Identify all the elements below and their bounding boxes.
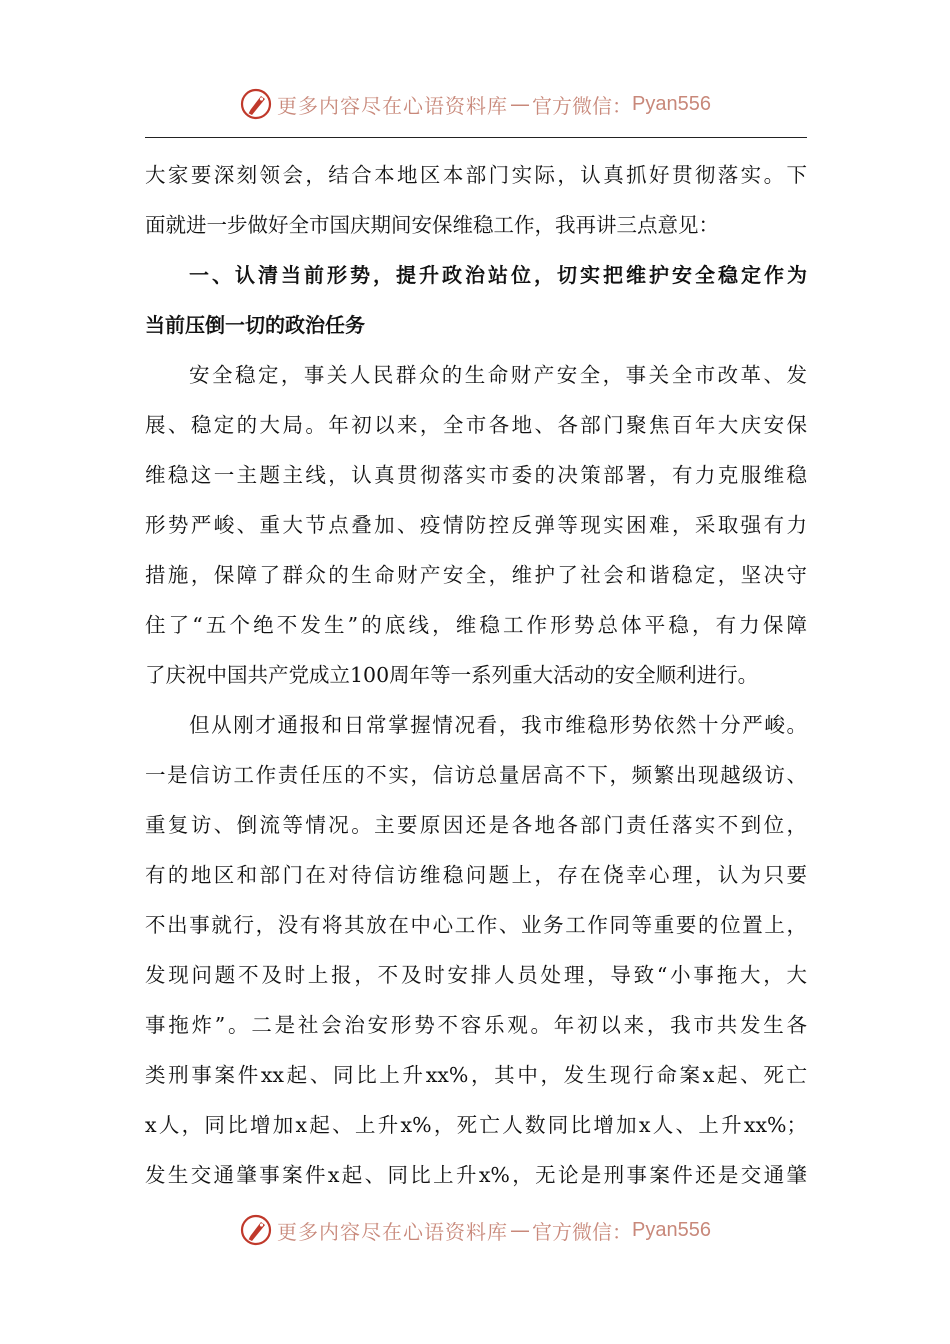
header-banner xyxy=(0,84,950,124)
body-line: 形势严峻、重大节点叠加、疫情防控反弹等现实困难，采取强有力 xyxy=(145,513,807,537)
body-line: 安全稳定，事关人民群众的生命财产安全，事关全市改革、发 xyxy=(189,363,807,387)
body-line: 事拖炸”。二是社会治安形势不容乐观。年初以来，我市共发生各 xyxy=(145,1013,807,1037)
body-line: 展、稳定的大局。年初以来，全市各地、各部门聚焦百年大庆安保 xyxy=(145,413,807,437)
site-name-text: 更多内容尽在心语资料库 xyxy=(277,1219,509,1244)
document-body xyxy=(145,150,807,1200)
section-heading-line: 当前压倒一切的政治任务 xyxy=(145,313,365,337)
header-divider xyxy=(145,137,807,138)
pen-nib-circle-icon xyxy=(239,87,273,121)
wechat-id: Pyan556 xyxy=(632,92,711,115)
banner-separator: — xyxy=(510,92,531,116)
body-line: 但从刚才通报和日常掌握情况看，我市维稳形势依然十分严峻。 xyxy=(189,713,807,737)
body-line: 措施，保障了群众的生命财产安全，维护了社会和谐稳定，坚决守 xyxy=(145,563,807,587)
body-line: 发生交通肇事案件x起、同比上升x%，无论是刑事案件还是交通肇 xyxy=(145,1163,807,1187)
wechat-id: Pyan556 xyxy=(632,1218,711,1241)
footer-banner xyxy=(0,1210,950,1250)
body-line: 面就进一步做好全市国庆期间安保维稳工作，我再讲三点意见： xyxy=(145,213,719,237)
pen-nib-circle-icon xyxy=(239,1213,273,1247)
body-line: 发现问题不及时上报，不及时安排人员处理，导致“小事拖大，大 xyxy=(145,963,807,987)
body-line: 重复访、倒流等情况。主要原因还是各地各部门责任落实不到位， xyxy=(145,813,807,837)
banner-separator: — xyxy=(510,1218,531,1242)
body-line: 不出事就行，没有将其放在中心工作、业务工作同等重要的位置上， xyxy=(145,913,807,937)
body-line: 了庆祝中国共产党成立100周年等一系列重大活动的安全顺利进行。 xyxy=(145,663,759,687)
body-line: 大家要深刻领会，结合本地区本部门实际，认真抓好贯彻落实。下 xyxy=(145,163,807,187)
body-line: 住了“五个绝不发生”的底线，维稳工作形势总体平稳，有力保障 xyxy=(145,613,807,637)
wechat-label: 官方微信： xyxy=(532,1219,633,1244)
body-line: 类刑事案件xx起、同比上升xx%，其中，发生现行命案x起、死亡 xyxy=(145,1063,807,1087)
body-line: 一是信访工作责任压的不实，信访总量居高不下，频繁出现越级访、 xyxy=(145,763,807,787)
site-name-text: 更多内容尽在心语资料库 xyxy=(277,93,509,118)
body-line: x人，同比增加x起、上升x%，死亡人数同比增加x人、上升xx%； xyxy=(145,1113,807,1137)
body-line: 有的地区和部门在对待信访维稳问题上，存在侥幸心理，认为只要 xyxy=(145,863,807,887)
body-line: 维稳这一主题主线，认真贯彻落实市委的决策部署，有力克服维稳 xyxy=(145,463,807,487)
wechat-label: 官方微信： xyxy=(532,93,633,118)
section-heading-line: 一、认清当前形势，提升政治站位，切实把维护安全稳定作为 xyxy=(189,263,807,287)
